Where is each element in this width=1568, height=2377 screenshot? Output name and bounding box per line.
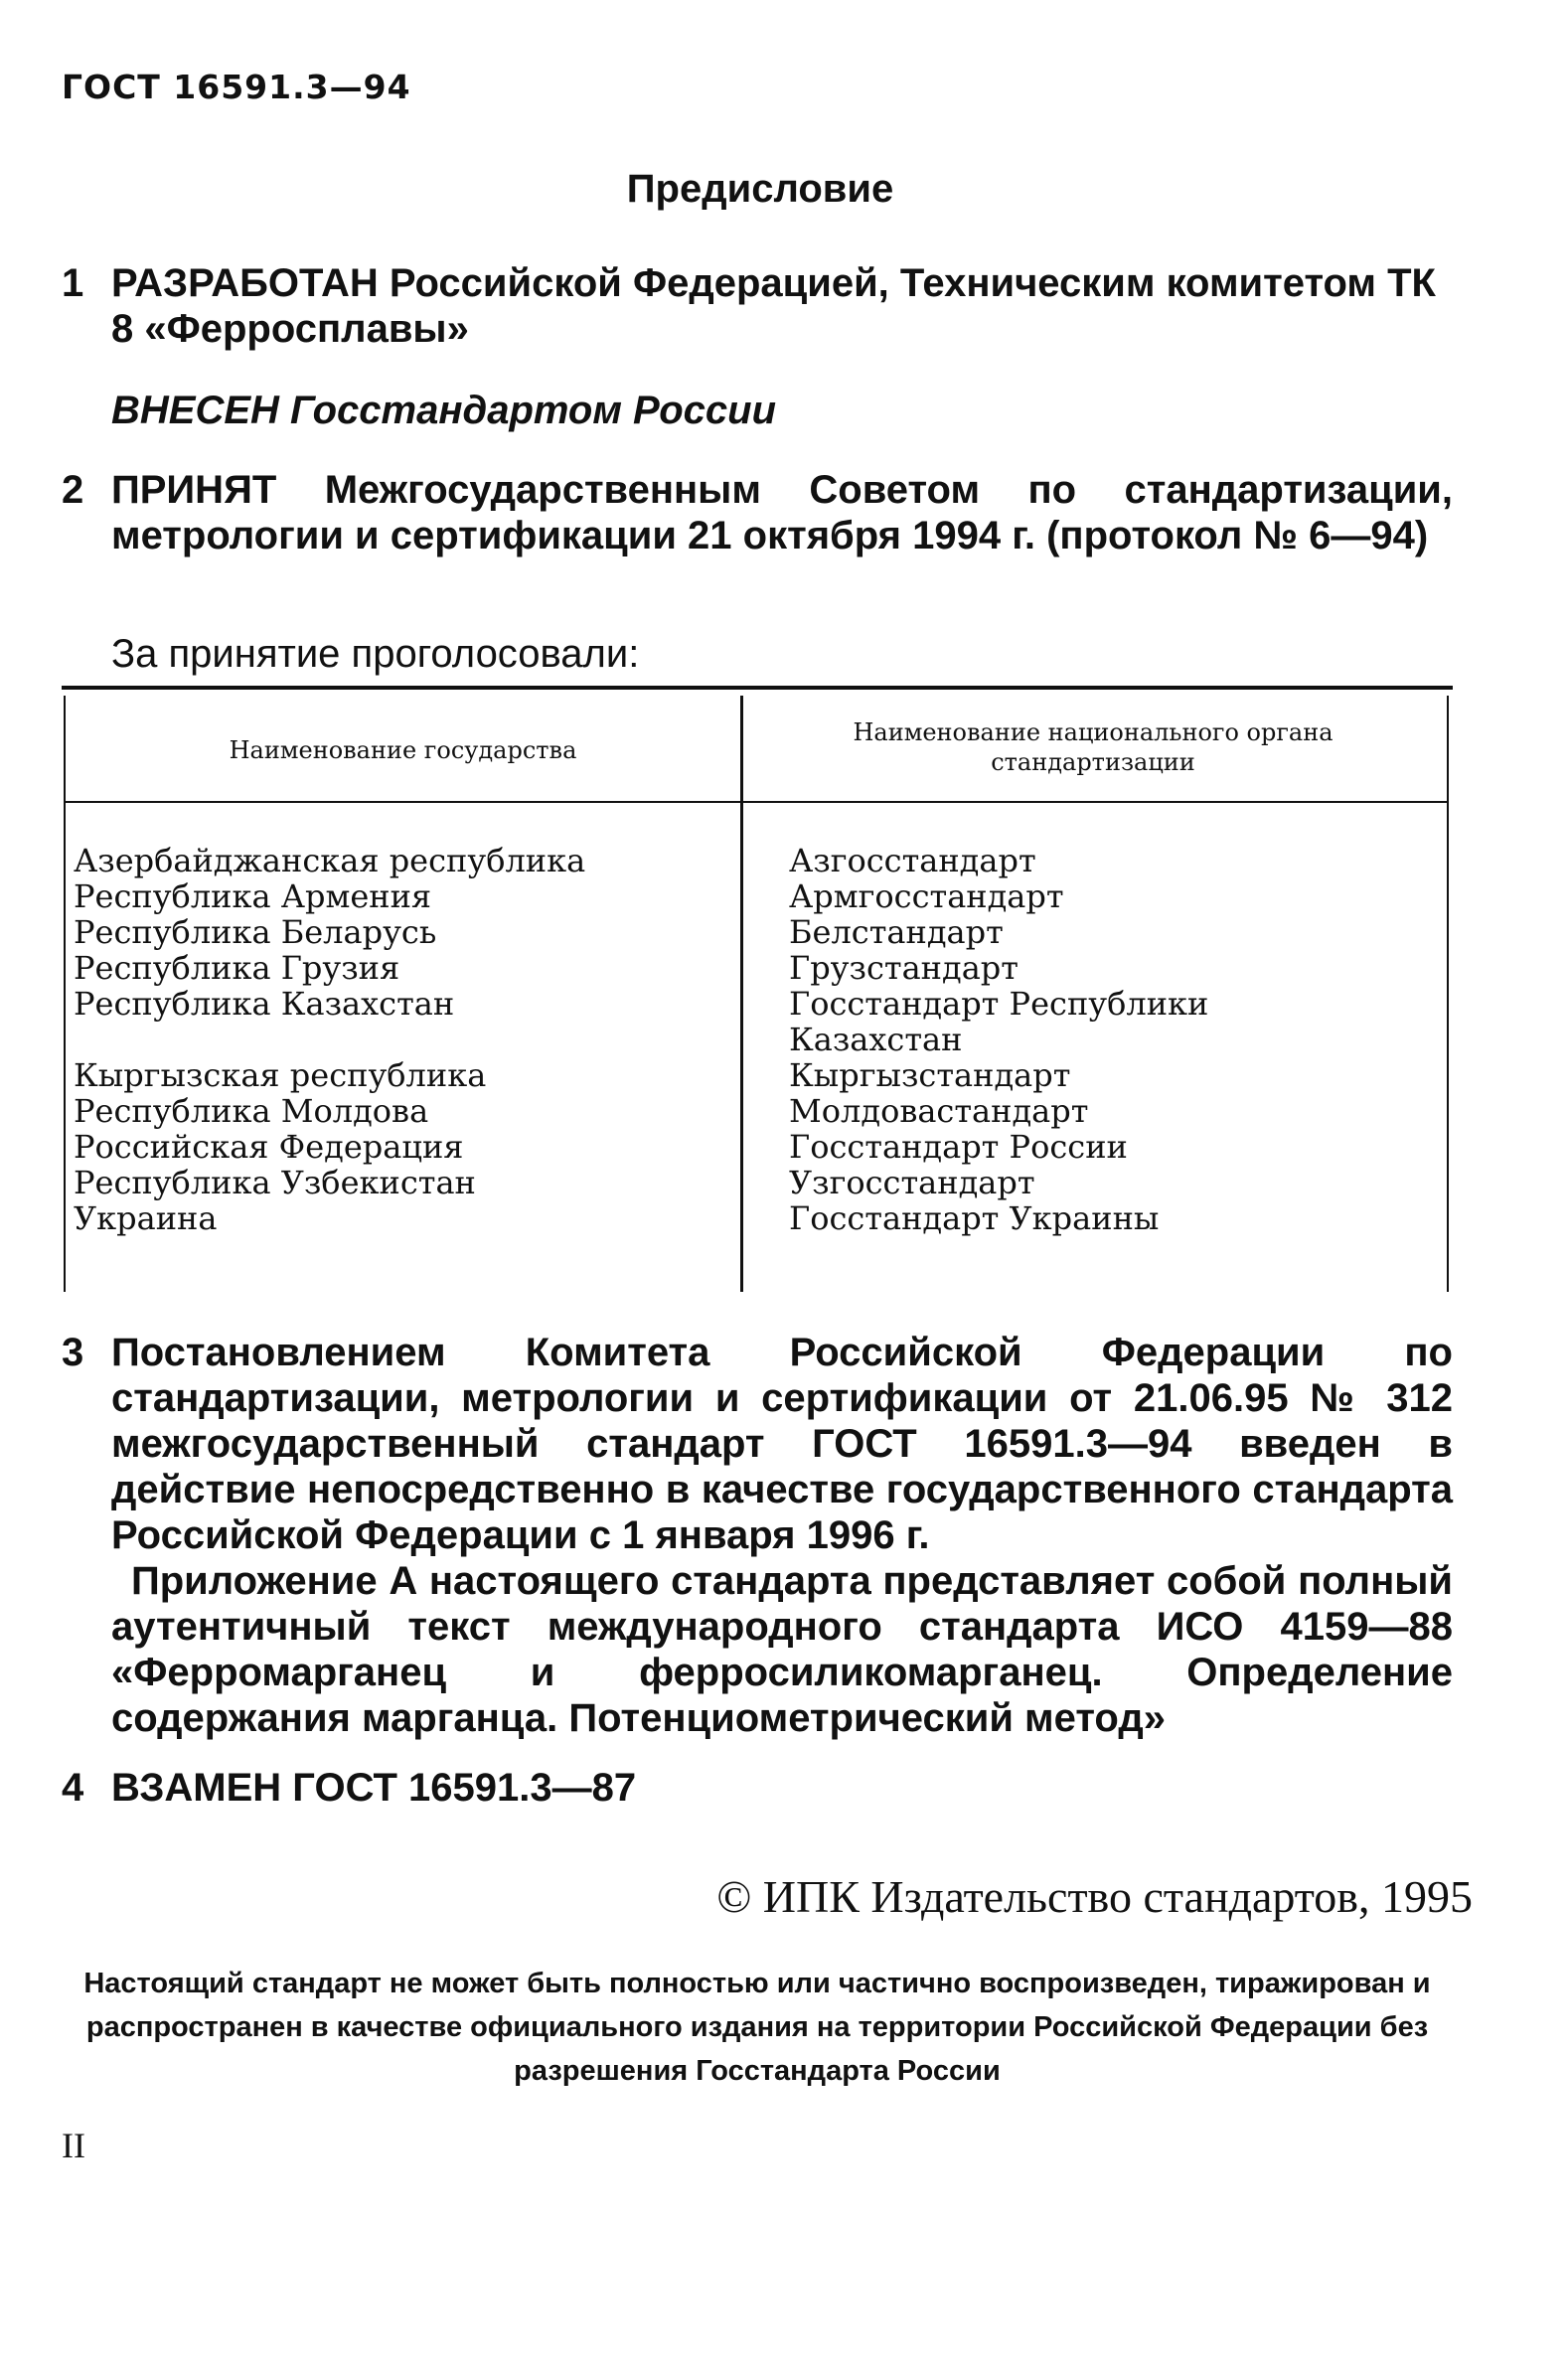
item-4-text: ВЗАМЕН ГОСТ 16591.3—87 (111, 1766, 637, 1810)
item-number-4: 4 (62, 1766, 84, 1810)
table-left-border (64, 696, 66, 1292)
state-name: Республика Армения (74, 877, 432, 915)
page-number: II (62, 2126, 85, 2165)
item-number-1: 1 (62, 261, 84, 305)
state-name: Российская Федерация (74, 1128, 464, 1166)
column-header-body: Наименование национального органа стандартизации (853, 718, 1333, 776)
state-name: Республика Грузия (74, 949, 400, 987)
introduced-by-text: ВНЕСЕН Госстандартом России (111, 389, 777, 432)
standards-body: Казахстан (789, 1021, 963, 1058)
standards-body: Азгосстандарт (789, 842, 1036, 879)
reproduction-notice: Настоящий стандарт не может быть полностью или частично воспроизведен, тиражирован и распространен в качестве официального издания на территории Российской Федерации без разрешения Госстандарта России (83, 1968, 1431, 2087)
standards-body: Армгосстандарт (789, 877, 1064, 915)
state-name: Республика Молдова (74, 1092, 429, 1130)
item-number-3: 3 (62, 1331, 84, 1374)
item-3-paragraph-1: Постановлением Комитета Российской Федерации по стандартизации, метрологии и сертификации от 21.06.95 № 312 межгосударственный стандарт ГОСТ 16591.3—94 введен в действие непосредственно в качестве государственного стандарта Российской Федерации с 1 января 1996 г. (111, 1331, 1453, 1557)
state-name: Украина (74, 1199, 218, 1237)
page-title: Предисловие (626, 167, 894, 211)
standards-body: Белстандарт (789, 913, 1004, 951)
standards-body: Госстандарт Республики (789, 985, 1209, 1023)
item-2-text: ПРИНЯТ Межгосударственным Советом по стандартизации, метрологии и сертификации 21 октября 1994 г. (протокол № 6—94) (111, 468, 1453, 557)
states-list (74, 843, 585, 1236)
standards-body: Госстандарт Украины (789, 1199, 1160, 1237)
standards-body: Грузстандарт (789, 949, 1019, 987)
item-3-paragraph-2: Приложение А настоящего стандарта представляет собой полный аутентичный текст международного стандарта ИСО 4159—88 «Ферромарганец и ферросиликомарганец. Определение содержания марганца. Потенциометрический метод» (111, 1559, 1453, 1740)
standards-body: Узгосстандарт (789, 1164, 1035, 1201)
table-right-border (1447, 696, 1449, 1292)
item-number-2: 2 (62, 468, 84, 512)
item-1-text: РАЗРАБОТАН Российской Федерацией, Техническим комитетом ТК 8 «Ферросплавы» (111, 261, 1436, 351)
document-code: ГОСТ 16591.3—94 (62, 68, 411, 106)
table-header-rule (66, 801, 1447, 803)
table-top-rule (62, 686, 1453, 690)
standards-body: Госстандарт России (789, 1128, 1128, 1166)
column-header-state: Наименование государства (229, 736, 577, 764)
bodies-list (789, 843, 1208, 1236)
state-name: Республика Казахстан (74, 985, 455, 1023)
standards-body: Молдовастандарт (789, 1092, 1089, 1130)
state-name: Кыргызская республика (74, 1056, 487, 1094)
state-name: Азербайджанская республика (74, 842, 586, 879)
state-name: Республика Узбекистан (74, 1164, 476, 1201)
copyright-line: © ИПК Издательство стандартов, 1995 (716, 1871, 1473, 1922)
table-column-divider (740, 696, 743, 1292)
state-name: Республика Беларусь (74, 913, 437, 951)
voted-caption: За принятие проголосовали: (111, 632, 640, 676)
standards-body: Кыргызстандарт (789, 1056, 1071, 1094)
